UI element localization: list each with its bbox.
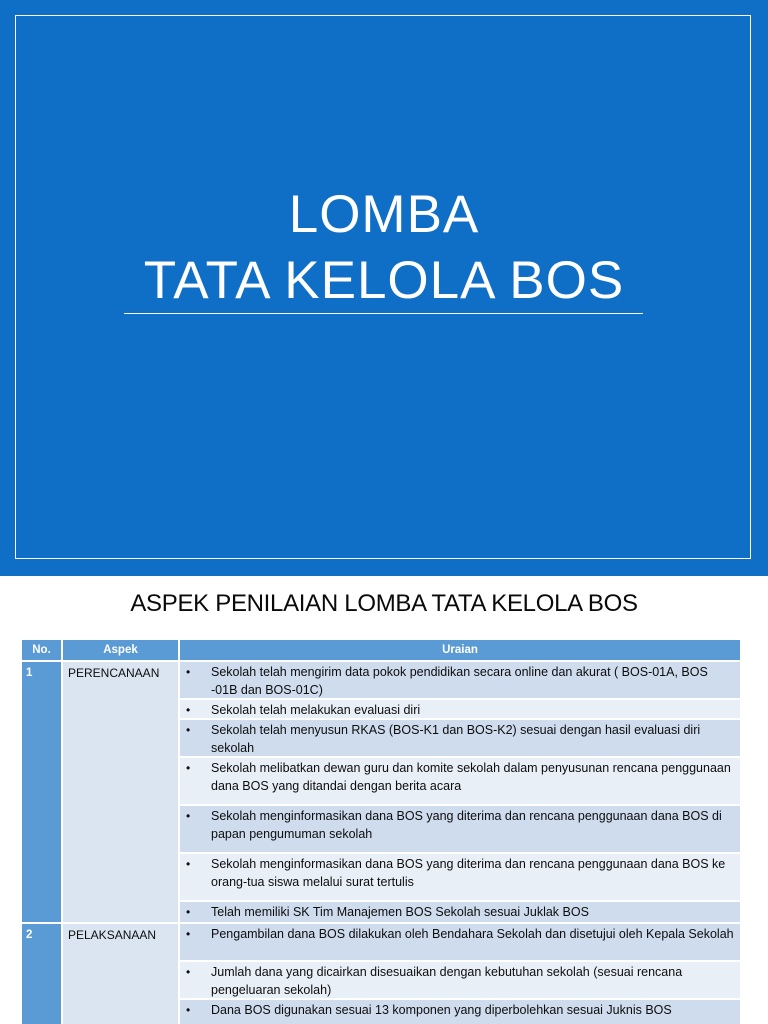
row-number: 2 xyxy=(22,923,62,1024)
detail-cell xyxy=(179,699,741,719)
header-no: No. xyxy=(22,640,62,661)
detail-item xyxy=(180,758,740,804)
detail-text: Sekolah telah mengirim data pokok pendidikan secara online dan akurat ( BOS-01A, BOS -01B dan BOS-01C) xyxy=(211,665,708,697)
assessment-table xyxy=(22,640,742,1024)
detail-item xyxy=(180,700,740,718)
bullet-icon: • xyxy=(186,809,191,823)
detail-item xyxy=(180,924,740,960)
detail-cell xyxy=(179,853,741,901)
title-underline xyxy=(124,313,643,314)
aspect-label: PERENCANAAN xyxy=(62,661,179,923)
detail-cell xyxy=(179,719,741,757)
header-aspect: Aspek xyxy=(62,640,179,661)
detail-text: Sekolah telah menyusun RKAS (BOS-K1 dan BOS-K2) sesuai dengan hasil evaluasi diri sekolah xyxy=(211,723,701,755)
table-row xyxy=(22,923,741,961)
assessment-title: ASPEK PENILAIAN LOMBA TATA KELOLA BOS xyxy=(130,590,638,617)
bullet-icon: • xyxy=(186,761,191,775)
detail-text: Sekolah menginformasikan dana BOS yang diterima dan rencana penggunaan dana BOS ke orang-tua siswa melalui surat tertulis xyxy=(211,857,726,889)
detail-text: Sekolah melibatkan dewan guru dan komite sekolah dalam penyusunan rencana penggunaan dana BOS yang ditandai dengan berita acara xyxy=(211,761,731,793)
detail-cell xyxy=(179,661,741,699)
detail-text: Telah memiliki SK Tim Manajemen BOS Sekolah sesuai Juklak BOS xyxy=(211,905,589,919)
detail-text: Dana BOS digunakan sesuai 13 komponen yang diperbolehkan sesuai Juknis BOS xyxy=(211,1003,672,1017)
table-row xyxy=(22,661,741,699)
detail-text: Jumlah dana yang dicairkan disesuaikan dengan kebutuhan sekolah (sesuai rencana pengeluaran sekolah) xyxy=(211,965,683,997)
bullet-icon: • xyxy=(186,703,191,717)
detail-text: Pengambilan dana BOS dilakukan oleh Bendahara Sekolah dan disetujui oleh Kepala Sekolah xyxy=(211,927,734,941)
bullet-icon: • xyxy=(186,1003,191,1017)
bullet-icon: • xyxy=(186,857,191,871)
header-detail: Uraian xyxy=(179,640,741,661)
detail-cell xyxy=(179,923,741,961)
bullet-icon: • xyxy=(186,665,191,679)
title-line-1: LOMBA xyxy=(288,185,480,244)
table-header-row xyxy=(22,640,741,661)
row-number: 1 xyxy=(22,661,62,923)
title-line-2: TATA KELOLA BOS xyxy=(143,251,625,310)
bullet-icon: • xyxy=(186,723,191,737)
detail-item xyxy=(180,662,740,698)
detail-text: Sekolah menginformasikan dana BOS yang diterima dan rencana penggunaan dana BOS di papan pengumuman sekolah xyxy=(211,809,722,841)
detail-text: Sekolah telah melakukan evaluasi diri xyxy=(211,703,421,717)
detail-item xyxy=(180,854,740,900)
bullet-icon: • xyxy=(186,927,191,941)
aspect-label: PELAKSANAAN xyxy=(62,923,179,1024)
detail-cell xyxy=(179,961,741,999)
assessment-slide xyxy=(0,576,768,1024)
detail-cell xyxy=(179,757,741,805)
detail-item xyxy=(180,902,740,922)
detail-item xyxy=(180,720,740,756)
detail-item xyxy=(180,806,740,852)
detail-cell xyxy=(179,805,741,853)
detail-cell xyxy=(179,999,741,1024)
detail-cell xyxy=(179,901,741,923)
detail-item xyxy=(180,962,740,998)
table-body xyxy=(22,661,741,1024)
bullet-icon: • xyxy=(186,965,191,979)
detail-item xyxy=(180,1000,740,1024)
bullet-icon: • xyxy=(186,905,191,919)
slide-title xyxy=(0,182,768,314)
